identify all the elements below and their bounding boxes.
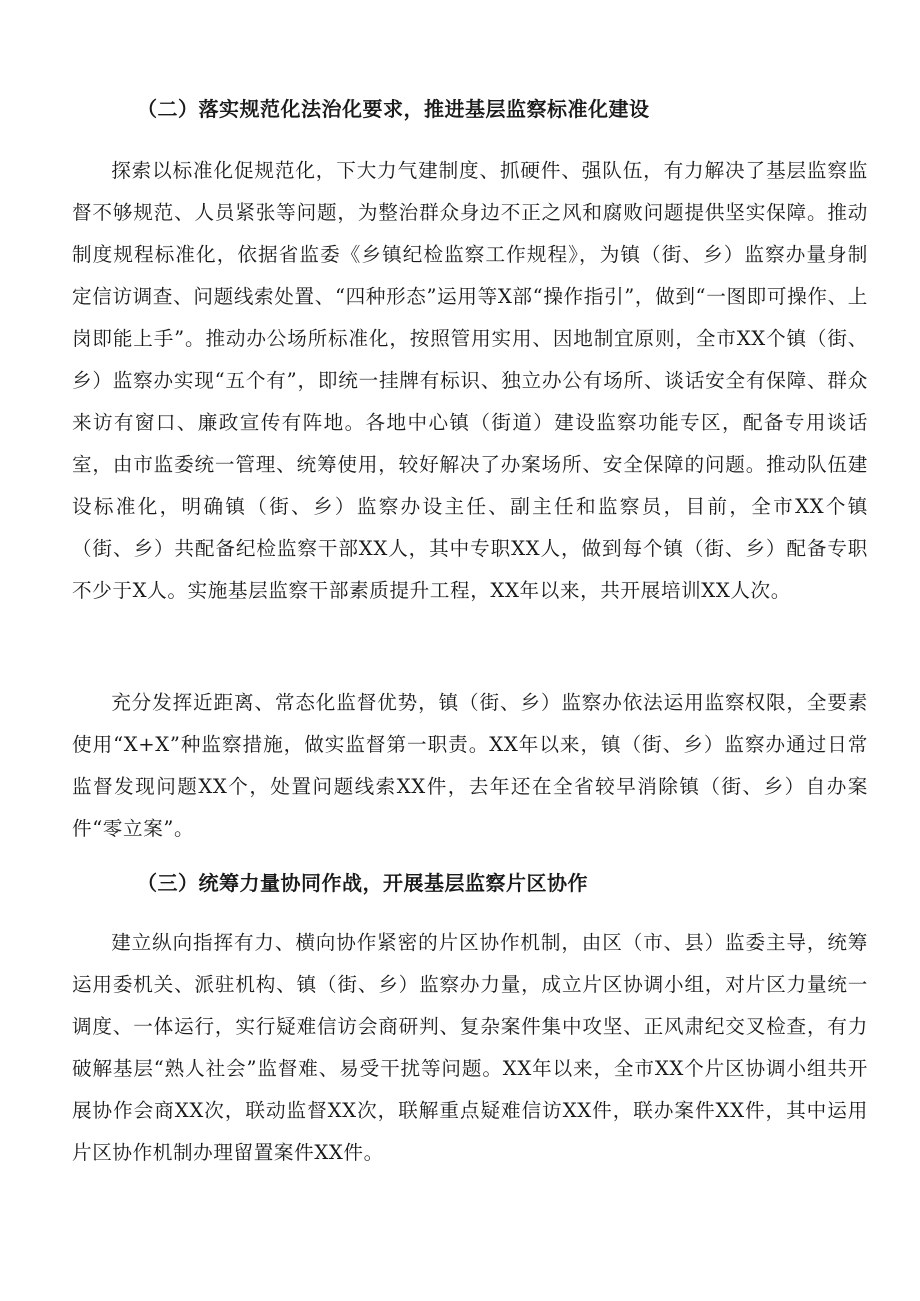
section-heading-3: （三）统筹力量协同作战，开展基层监察片区协作 — [137, 871, 588, 895]
section-2-paragraph-2: 充分发挥近距离、常态化监督优势，镇（街、乡）监察办依法运用监察权限，全要素使用“X+X”种监察措施，做实监督第一职责。XX年以来，镇（街、乡）监察办通过日常监督发现问题XX个，处置问题线索XX件，去年还在全省较早消除镇（街、乡）自办案件“零立案”。 — [72, 691, 868, 840]
section-2-paragraph-1: 探索以标准化促规范化，下大力气建制度、抓硬件、强队伍，有力解决了基层监察监督不够规范、人员紧张等问题，为整治群众身边不正之风和腐败问题提供坚实保障。推动制度规程标准化，依据省监委《乡镇纪检监察工作规程》，为镇（街、乡）监察办量身制定信访调查、问题线索处置、“四种形态”运用等X部“操作指引”，做到“一图即可操作、上岗即能上手”。推动办公场所标准化，按照管用实用、因地制宜原则，全市XX个镇（街、乡）监察办实现“五个有”，即统一挂牌有标识、独立办公有场所、谈话安全有保障、群众来访有窗口、廉政宣传有阵地。各地中心镇（街道）建设监察功能专区，配备专用谈话室，由市监委统一管理、统筹使用，较好解决了办案场所、安全保障的问题。推动队伍建设标准化，明确镇（街、乡）监察办设主任、副主任和监察员，目前，全市XX个镇（街、乡）共配备纪检监察干部XX人，其中专职XX人，做到每个镇（街、乡）配备专职不少于X人。实施基层监察干部素质提升工程，XX年以来，共开展培训XX人次。 — [72, 159, 868, 602]
section-heading-2: （二）落实规范化法治化要求，推进基层监察标准化建设 — [137, 97, 650, 121]
section-3-paragraph-1: 建立纵向指挥有力、横向协作紧密的片区协作机制，由区（市、县）监委主导，统筹运用委机关、派驻机构、镇（街、乡）监察办力量，成立片区协调小组，对片区力量统一调度、一体运行，实行疑难信访会商研判、复杂案件集中攻坚、正风肃纪交叉检查，有力破解基层“熟人社会”监督难、易受干扰等问题。XX年以来，全市XX个片区协调小组共开展协作会商XX次，联动监督XX次，联解重点疑难信访XX件，联办案件XX件，其中运用片区协作机制办理留置案件XX件。 — [72, 931, 868, 1164]
